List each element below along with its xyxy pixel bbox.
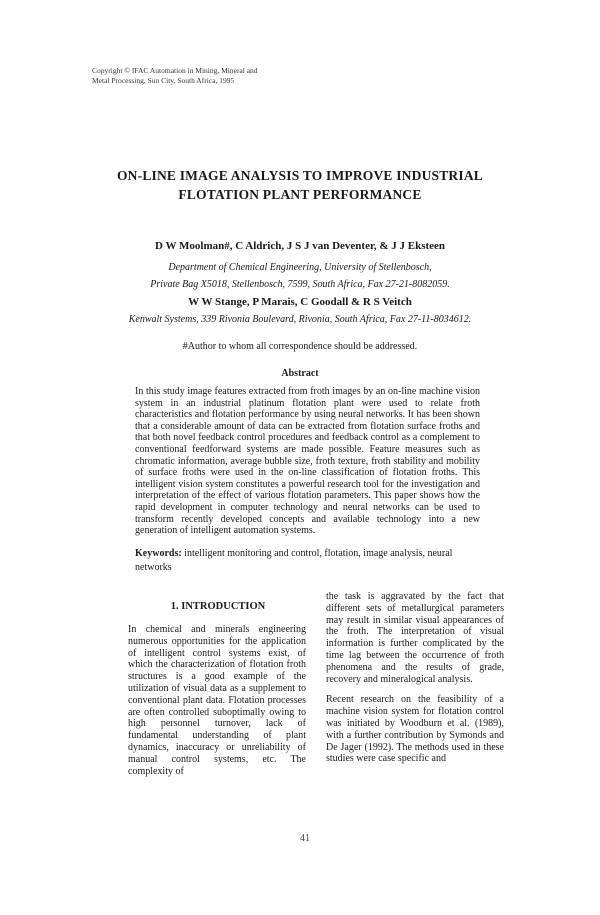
affiliation-address-2: Kenwalt Systems, 339 Rivonia Boulevard, Rivonia, South Africa, Fax 27-11-8034612. <box>128 314 472 325</box>
abstract-text: In this study image features extracted from froth images by an on-line machine vision system in an industrial platinum flotation plant were used to relate froth characteristics and flotation performance by using neural networks. It has been shown that a considerable amount of data can be extracted from flotation surface froths and that both novel feedback control procedures and feedback control as a complement to conventional feedforward systems are made possible. Feature measures such as chromatic information, average bubble size, froth texture, froth stability and mobility of surface froths were used in the on-line classification of flotation froths. This intelligent vision system constitutes a powerful research tool for the investigation and interpretation of the effect of various flotation parameters. This paper shows how the rapid development in computer technology and neural networks can be used to transform recently developed concepts and available technology into a new generation of intelligent automation systems. <box>135 386 480 537</box>
authors-group-1: D W Moolman#, C Aldrich, J S J van Deventer, & J J Eksteen <box>154 240 446 252</box>
intro-right-paragraph-1: the task is aggravated by the fact that different sets of metallurgical parameters may result in similar visual appearances of the froth. The interpretation of visual information is further complicated by the time lag between the occurrence of froth phenomena and the results of grade, recovery and mineralogical analysis. <box>326 591 504 685</box>
affiliation-department: Department of Chemical Engineering, University of Stellenbosch, <box>168 262 432 273</box>
intro-right-column <box>326 591 504 774</box>
keywords-text: intelligent monitoring and control, flotation, image analysis, neural networks <box>135 548 453 573</box>
copyright-notice <box>92 66 332 85</box>
intro-right-paragraph-2: Recent research on the feasibility of a machine vision system for flotation control was initiated by Woodburn et al. (1989), with a further contribution by Symonds and De Jager (1992). The methods used in these studies were case specific and <box>326 694 504 765</box>
page-number: 41 <box>300 833 310 844</box>
affiliation-address-1: Private Bag X5018, Stellenbosch, 7599, South Africa, Fax 27-21-8082059. <box>150 279 450 290</box>
keywords <box>135 547 475 575</box>
abstract-heading: Abstract <box>281 368 319 379</box>
keywords-label: Keywords: <box>135 548 182 559</box>
section-heading-introduction: 1. INTRODUCTION <box>170 601 266 612</box>
paper-title-line-1: ON-LINE IMAGE ANALYSIS TO IMPROVE INDUSTRIAL <box>116 168 483 183</box>
paper-title-line-2: FLOTATION PLANT PERFORMANCE <box>178 187 422 202</box>
copyright-line-1: Copyright © IFAC Automation in Mining, Mineral and <box>92 66 258 75</box>
copyright-line-2: Metal Processing, Sun City, South Africa, 1995 <box>92 75 235 85</box>
authors-group-2: W W Stange, P Marais, C Goodall & R S Veitch <box>188 296 412 308</box>
intro-left-column: In chemical and minerals engineering numerous opportunities for the application of intelligent control systems exist, of which the characterization of flotation froth structures is a good example of the utilization of visual data as a supplement to conventional plant data. Flotation processes are often controlled suboptimally owing to high personnel turnover, lack of fundamental understanding of plant dynamics, inaccuracy or unreliability of manual control systems, etc. The complexity of <box>128 624 306 777</box>
correspondence-note: #Author to whom all correspondence should be addressed. <box>182 341 418 352</box>
